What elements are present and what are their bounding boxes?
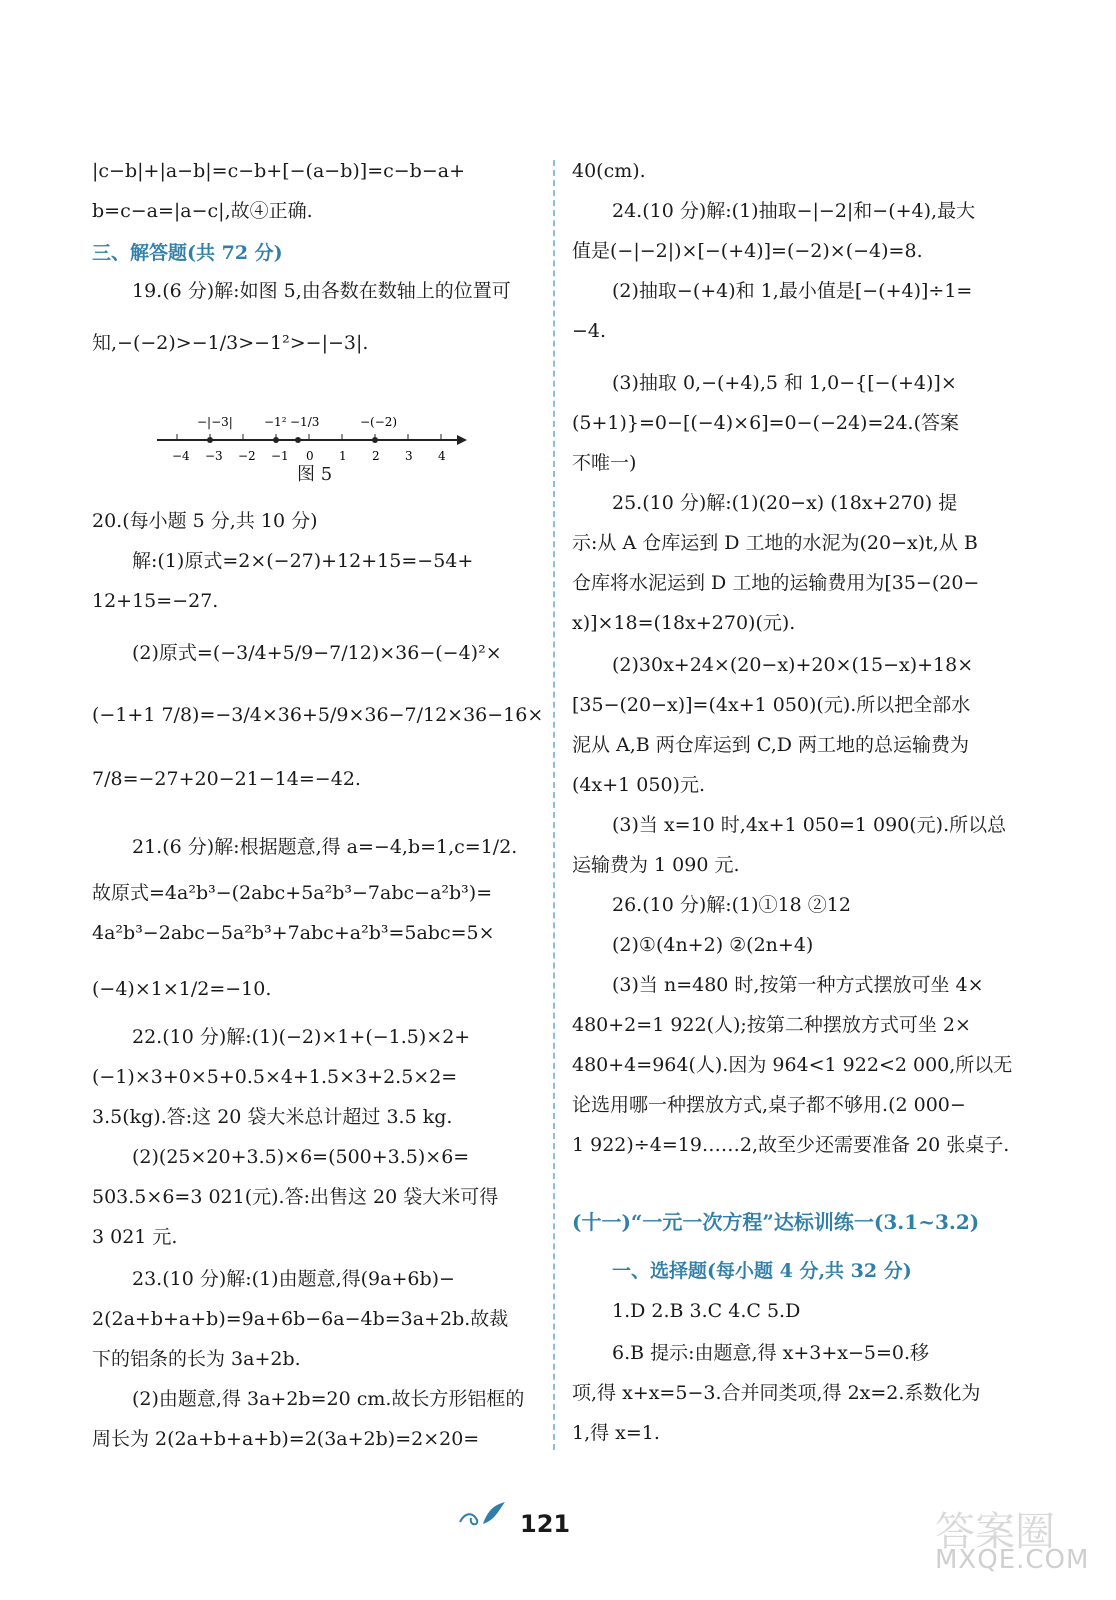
text-line: 7/8=−27+20−21−14=−42. <box>92 768 361 790</box>
point-label: −(−2) <box>360 415 398 429</box>
text-line: −4. <box>572 320 607 342</box>
text-line: 480+4=964(人).因为 964<1 922<2 000,所以无 <box>572 1054 1013 1076</box>
text-line: 3 021 元. <box>92 1226 178 1248</box>
question-20-head: 20.(每小题 5 分,共 10 分) <box>92 510 318 532</box>
text-line: b=c−a=|a−c|,故④正确. <box>92 200 313 222</box>
text-line: 3.5(kg).答:这 20 袋大米总计超过 3.5 kg. <box>92 1106 453 1128</box>
tick-label: 4 <box>438 449 446 463</box>
text-line: (−1+1 7/8)=−3/4×36+5/9×36−7/12×36−16× <box>92 704 544 726</box>
section-title: (十一)“一元一次方程”达标训练一(3.1~3.2) <box>572 1210 980 1234</box>
text-line: 2(2a+b+a+b)=9a+6b−6a−4b=3a+2b.故裁 <box>92 1308 509 1330</box>
text-line: 周长为 2(2a+b+a+b)=2(3a+2b)=2×20= <box>92 1428 480 1450</box>
watermark-url: MXQE.COM <box>935 1545 1090 1575</box>
section-subtitle: 一、选择题(每小题 4 分,共 32 分) <box>612 1260 912 1282</box>
tick-label: 3 <box>405 449 413 463</box>
point-label: −1/3 <box>290 415 320 429</box>
question-24: 24.(10 分)解:(1)抽取−|−2|和−(+4),最大 <box>612 200 976 222</box>
question-19: 19.(6 分)解:如图 5,由各数在数轴上的位置可 <box>132 280 511 302</box>
question-6: 6.B 提示:由题意,得 x+3+x−5=0.移 <box>612 1342 930 1364</box>
text-line: 值是(−|−2|)×[−(+4)]=(−2)×(−4)=8. <box>572 240 923 262</box>
text-line: 运输费为 1 090 元. <box>572 854 740 876</box>
text-line: (2)(25×20+3.5)×6=(500+3.5)×6= <box>132 1146 470 1168</box>
question-26: 26.(10 分)解:(1)①18 ②12 <box>612 894 851 916</box>
page-number: 121 <box>520 1510 571 1538</box>
text-line: 503.5×6=3 021(元).答:出售这 20 袋大米可得 <box>92 1186 499 1208</box>
text-line: 1,得 x=1. <box>572 1422 660 1444</box>
text-line: 12+15=−27. <box>92 590 219 612</box>
point-marker <box>372 437 378 443</box>
tick-label: −3 <box>205 449 223 463</box>
text-line: [35−(20−x)]=(4x+1 050)(元).所以把全部水 <box>572 694 971 716</box>
column-divider <box>553 160 555 1450</box>
text-line: 不唯一) <box>572 452 637 474</box>
tick-label: −1 <box>271 449 289 463</box>
text-line: 论选用哪一种摆放方式,桌子都不够用.(2 000− <box>572 1094 966 1116</box>
text-line: (5+1)}=0−[(−4)×6]=0−(−24)=24.(答案 <box>572 412 960 434</box>
text-line: (−1)×3+0×5+0.5×4+1.5×3+2.5×2= <box>92 1066 458 1088</box>
answer-line: 1.D 2.B 3.C 4.C 5.D <box>612 1300 801 1322</box>
text-line: (2)抽取−(+4)和 1,最小值是[−(+4)]÷1= <box>612 280 973 302</box>
tick-label: −4 <box>172 449 190 463</box>
text-line: (−4)×1×1/2=−10. <box>92 978 272 1000</box>
text-line: 480+2=1 922(人);按第二种摆放方式可坐 2× <box>572 1014 971 1036</box>
text-line: 4a²b³−2abc−5a²b³+7abc+a²b³=5abc=5× <box>92 922 495 944</box>
point-marker <box>273 437 279 443</box>
text-line: (2)原式=(−3/4+5/9−7/12)×36−(−4)²× <box>132 642 502 664</box>
text-line: 示:从 A 仓库运到 D 工地的水泥为(20−x)t,从 B <box>572 532 978 554</box>
point-label: −1² <box>264 415 287 429</box>
figure-caption: 图 5 <box>297 464 333 485</box>
question-21: 21.(6 分)解:根据题意,得 a=−4,b=1,c=1/2. <box>132 836 518 858</box>
text-line: 故原式=4a²b³−(2abc+5a²b³−7abc−a²b³)= <box>92 882 493 904</box>
text-line: 泥从 A,B 两仓库运到 C,D 两工地的总运输费为 <box>572 734 970 756</box>
text-line: (3)当 x=10 时,4x+1 050=1 090(元).所以总 <box>612 814 1007 836</box>
point-label: −|−3| <box>197 415 233 429</box>
point-marker <box>207 437 213 443</box>
tick-label: 0 <box>306 449 314 463</box>
tick-label: −2 <box>238 449 256 463</box>
question-25: 25.(10 分)解:(1)(20−x) (18x+270) 提 <box>612 492 958 514</box>
text-line: 40(cm). <box>572 160 646 182</box>
point-marker <box>295 437 301 443</box>
page-ornament-icon <box>455 1500 510 1530</box>
text-line: (2)由题意,得 3a+2b=20 cm.故长方形铝框的 <box>132 1388 525 1410</box>
text-line: |c−b|+|a−b|=c−b+[−(a−b)]=c−b−a+ <box>92 160 466 182</box>
text-line: (2)30x+24×(20−x)+20×(15−x)+18× <box>612 654 974 676</box>
question-22: 22.(10 分)解:(1)(−2)×1+(−1.5)×2+ <box>132 1026 471 1048</box>
tick-label: 1 <box>339 449 347 463</box>
text-line: 1 922)÷4=19……2,故至少还需要准备 20 张桌子. <box>572 1134 1010 1156</box>
section-title: 三、解答题(共 72 分) <box>92 242 283 264</box>
text-line: (3)抽取 0,−(+4),5 和 1,0−{[−(+4)]× <box>612 372 957 394</box>
text-line: (4x+1 050)元. <box>572 774 705 796</box>
text-line: x)]×18=(18x+270)(元). <box>572 612 796 634</box>
text-line: (2)①(4n+2) ②(2n+4) <box>612 934 814 956</box>
tick-label: 2 <box>372 449 380 463</box>
watermark-logo: 答案圈 <box>935 1509 1055 1555</box>
text-line: 知,−(−2)>−1/3>−1²>−|−3|. <box>92 332 369 354</box>
text-line: (3)当 n=480 时,按第一种方式摆放可坐 4× <box>612 974 984 996</box>
text-line: 项,得 x+x=5−3.合并同类项,得 2x=2.系数化为 <box>572 1382 981 1404</box>
text-line: 解:(1)原式=2×(−27)+12+15=−54+ <box>132 550 474 572</box>
text-line: 仓库将水泥运到 D 工地的运输费用为[35−(20− <box>572 572 980 594</box>
text-line: 下的铝条的长为 3a+2b. <box>92 1348 301 1370</box>
question-23: 23.(10 分)解:(1)由题意,得(9a+6b)− <box>132 1268 455 1290</box>
